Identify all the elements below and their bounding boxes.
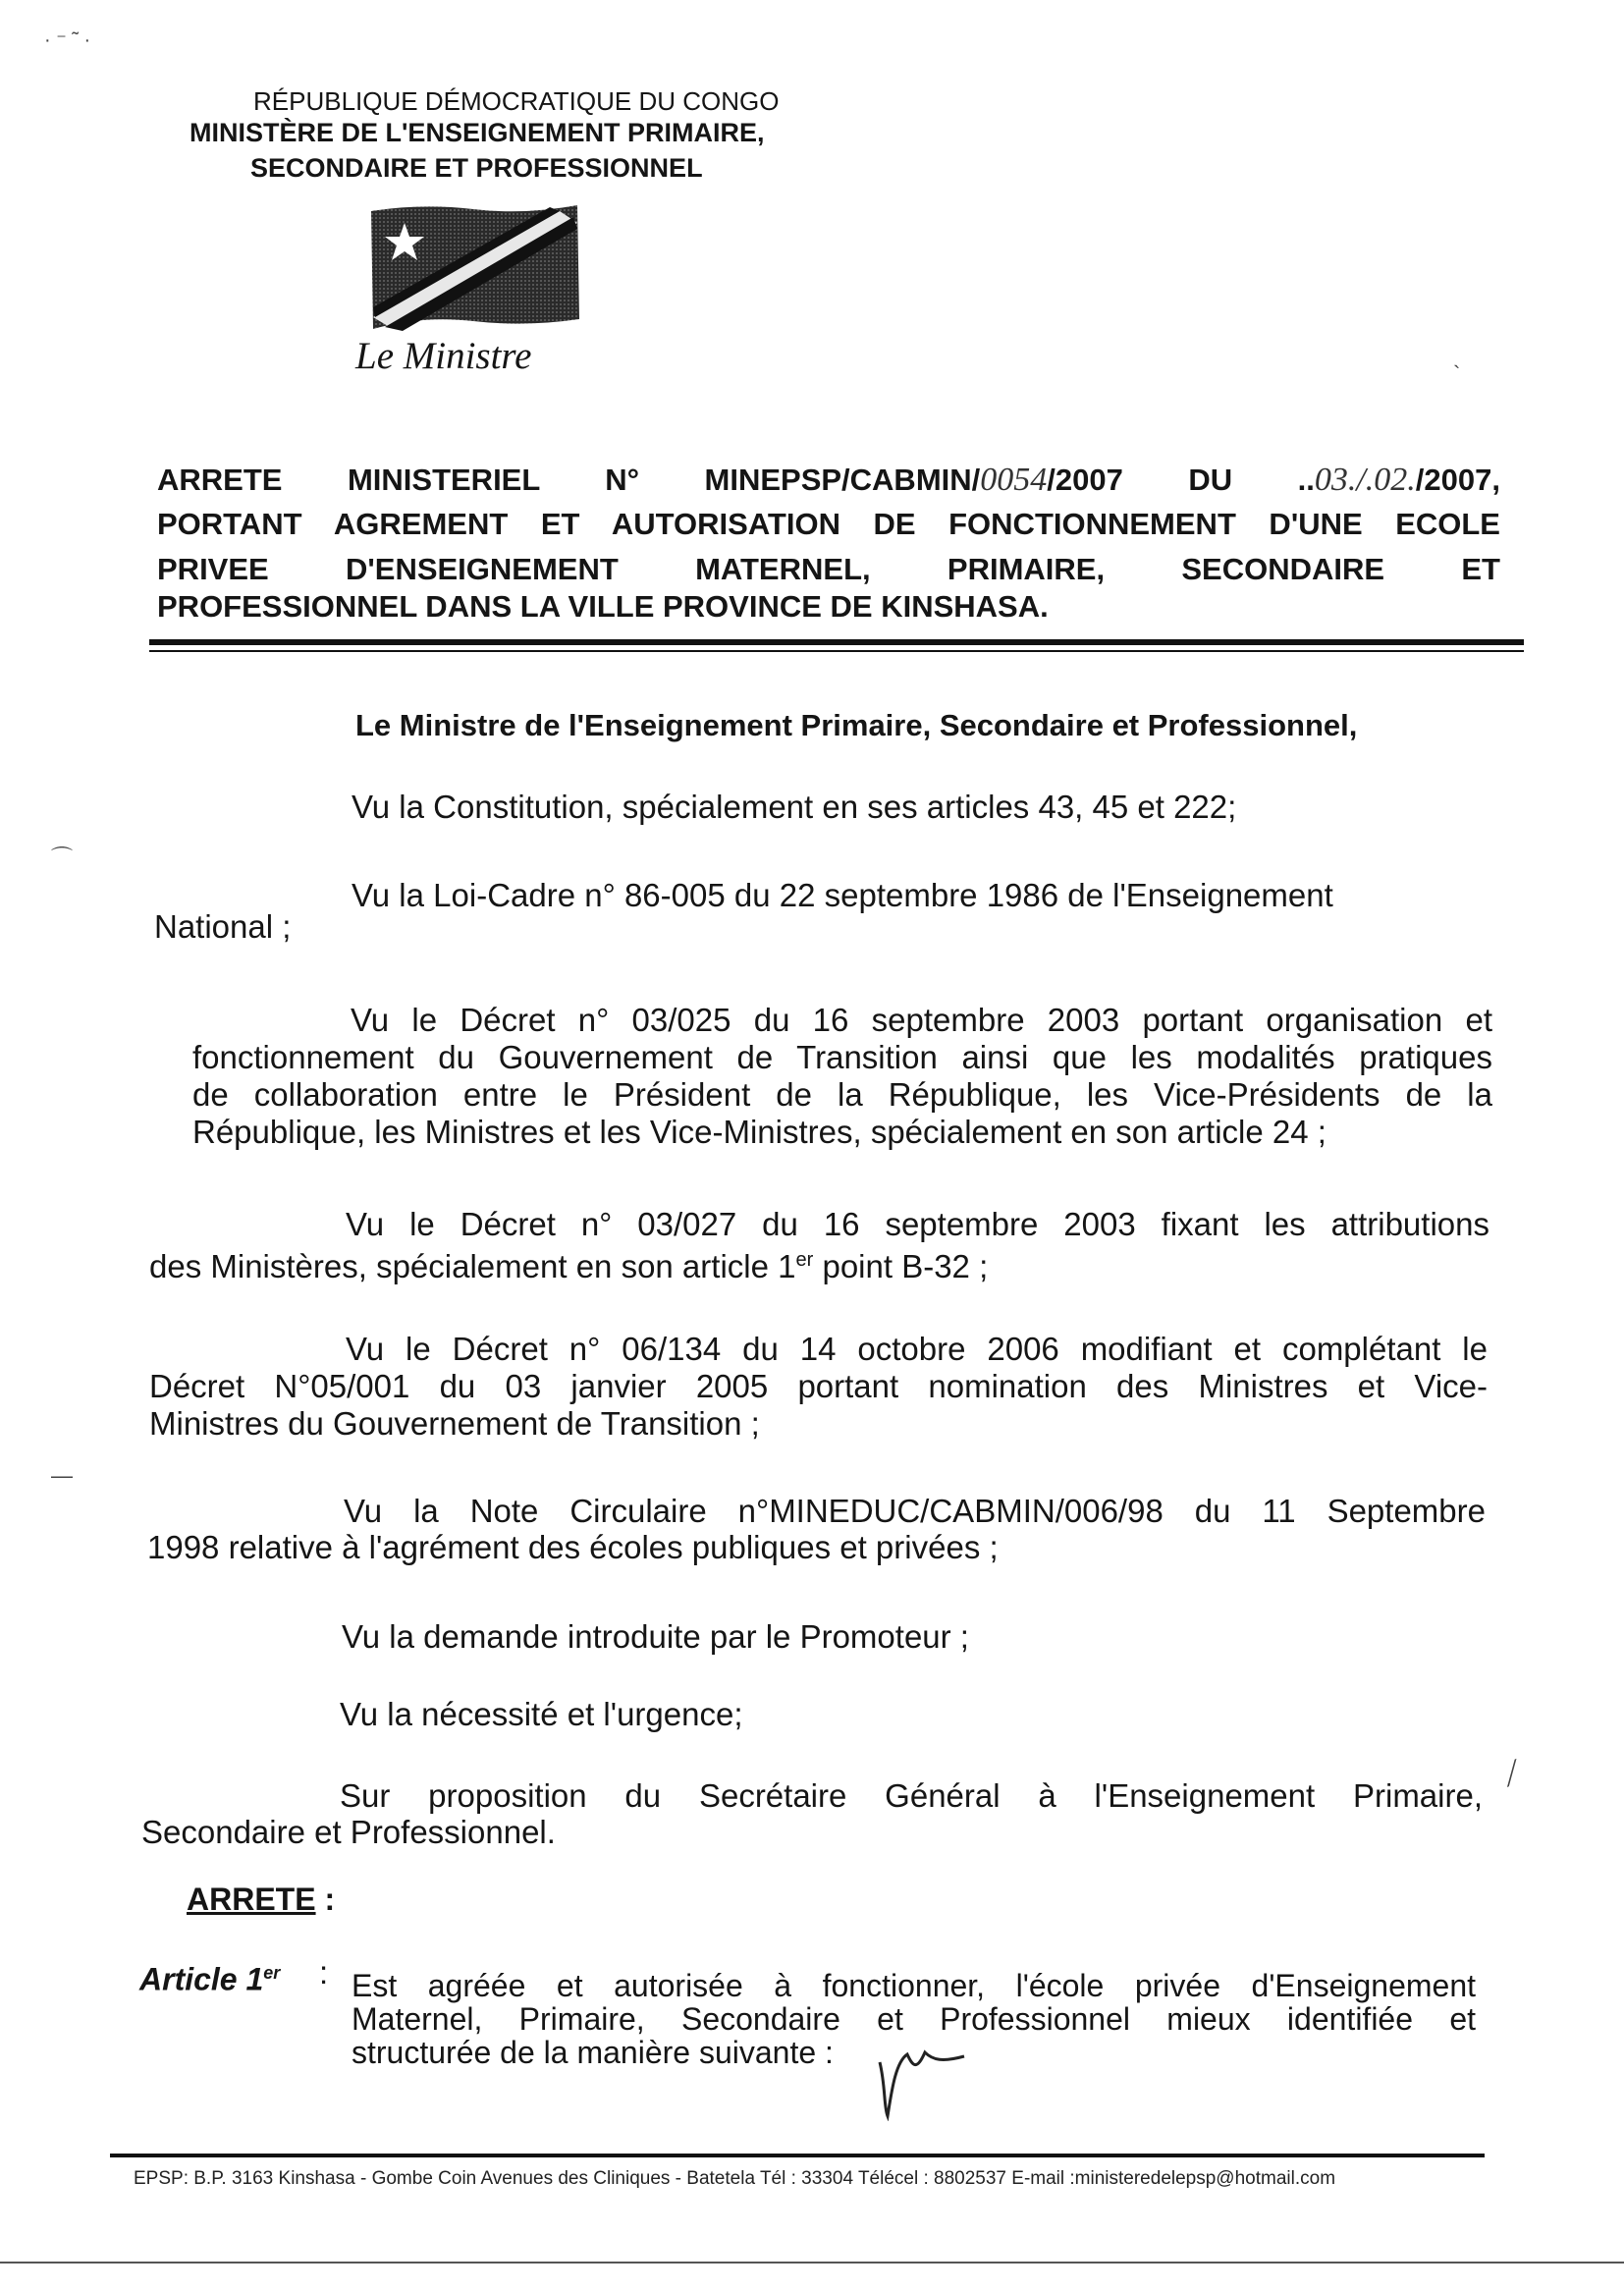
vu-decret-06134-line1: Vu le Décret n° 06/134 du 14 octobre 2006 modifiant et complétant le	[346, 1331, 1488, 1367]
page-bottom-rule	[0, 2262, 1624, 2264]
article-1-line1: Est agréée et autorisée à fonctionner, l'école privée d'Enseignement	[352, 1968, 1476, 2003]
arrete-colon: :	[315, 1882, 336, 1917]
vu-decret-03027-point: point B-32 ;	[813, 1248, 989, 1284]
article-1-label	[139, 1954, 280, 1998]
title-line3: PRIVEE D'ENSEIGNEMENT MATERNEL, PRIMAIRE, SECONDAIRE ET	[157, 552, 1500, 586]
vu-loi-cadre-line2: National ;	[154, 908, 292, 945]
ref-number-handwritten: 0054	[980, 462, 1048, 498]
scan-speck: —	[51, 1463, 73, 1488]
handwritten-initials	[874, 2033, 982, 2121]
margin-pen-mark: ⟋	[1495, 1755, 1529, 1793]
vu-decret-03025-line2: fonctionnement du Gouvernement de Transition ainsi que les modalités pratiques	[192, 1039, 1492, 1075]
minister-title: Le Ministre	[355, 335, 532, 377]
footer-rule	[110, 2154, 1485, 2157]
scan-speck: ⌒	[51, 845, 74, 870]
vu-note-circulaire-line1: Vu la Note Circulaire n°MINEDUC/CABMIN/006/98 du 11 Septembre	[344, 1493, 1486, 1529]
vu-decret-03027-line1: Vu le Décret n° 03/027 du 16 septembre 2003 fixant les attributions	[346, 1206, 1489, 1242]
superscript-er: er	[795, 1249, 814, 1271]
ref-prefix: ARRETE MINISTERIEL N° MINEPSP/CABMIN/	[157, 463, 981, 497]
vu-decret-06134-line2: Décret N°05/001 du 03 janvier 2005 portant nomination des Ministres et Vice-	[149, 1368, 1488, 1404]
vu-note-circulaire-line2: 1998 relative à l'agrément des écoles publiques et privées ;	[147, 1529, 999, 1565]
footer-contact: EPSP: B.P. 3163 Kinshasa - Gombe Coin Avenues des Cliniques - Batetela Tél : 33304 Télécel : 8802537 E-mail :ministeredelepsp@hotmail.com	[134, 2168, 1336, 2189]
article-label-text: Article 1	[139, 1961, 264, 1997]
vu-decret-03027-text: des Ministères, spécialement en son article 1	[149, 1248, 796, 1284]
ref-suffix: /2007,	[1415, 463, 1500, 497]
sur-proposition-line1: Sur proposition du Secrétaire Général à l'Enseignement Primaire,	[340, 1777, 1483, 1814]
vu-demande: Vu la demande introduite par le Promoteur ;	[342, 1618, 969, 1655]
decree-reference	[157, 462, 1500, 499]
arrete-label: ARRETE	[187, 1882, 316, 1917]
scan-speck: · ⁻ ˜ ·	[44, 29, 91, 51]
vu-necessite: Vu la nécessité et l'urgence;	[340, 1696, 743, 1732]
vu-constitution: Vu la Constitution, spécialement en ses articles 43, 45 et 222;	[352, 789, 1237, 825]
sur-proposition-line2: Secondaire et Professionnel.	[141, 1814, 556, 1850]
arrete-heading	[187, 1881, 335, 1918]
vu-decret-03025-line1: Vu le Décret n° 03/025 du 16 septembre 2003 portant organisation et	[351, 1002, 1492, 1038]
header-ministry-line2: SECONDAIRE ET PROFESSIONNEL	[250, 153, 703, 183]
title-line4: PROFESSIONNEL DANS LA VILLE PROVINCE DE KINSHASA.	[157, 589, 1049, 624]
title-divider-thin	[149, 650, 1524, 652]
header-ministry-line1: MINISTÈRE DE L'ENSEIGNEMENT PRIMAIRE,	[189, 118, 765, 147]
drc-flag-emblem	[363, 201, 584, 334]
title-divider	[149, 639, 1524, 645]
ref-date-handwritten: 03./.02.	[1314, 462, 1416, 498]
vu-decret-03025-line3: de collaboration entre le Président de la République, les Vice-Présidents de la	[192, 1076, 1492, 1113]
scan-speck: `	[1453, 361, 1461, 386]
article-1-colon: :	[319, 1954, 329, 1991]
vu-loi-cadre-line1: Vu la Loi-Cadre n° 86-005 du 22 septembre 1986 de l'Enseignement	[352, 877, 1333, 913]
preamble-intro: Le Ministre de l'Enseignement Primaire, Secondaire et Professionnel,	[355, 708, 1358, 742]
article-1-line3: structurée de la manière suivante :	[352, 2035, 834, 2070]
article-sup: er	[263, 1963, 281, 1983]
header-country: RÉPUBLIQUE DÉMOCRATIQUE DU CONGO	[253, 86, 780, 116]
vu-decret-03027-line2	[149, 1241, 988, 1285]
vu-decret-06134-line3: Ministres du Gouvernement de Transition ;	[149, 1405, 760, 1442]
article-1-line2: Maternel, Primaire, Secondaire et Professionnel mieux identifiée et	[352, 2001, 1476, 2037]
vu-decret-03025-line4: République, les Ministres et les Vice-Ministres, spécialement en son article 24 ;	[192, 1114, 1326, 1150]
title-line2: PORTANT AGREMENT ET AUTORISATION DE FONCTIONNEMENT D'UNE ECOLE	[157, 507, 1500, 541]
ref-mid: /2007 DU ..	[1047, 463, 1315, 497]
